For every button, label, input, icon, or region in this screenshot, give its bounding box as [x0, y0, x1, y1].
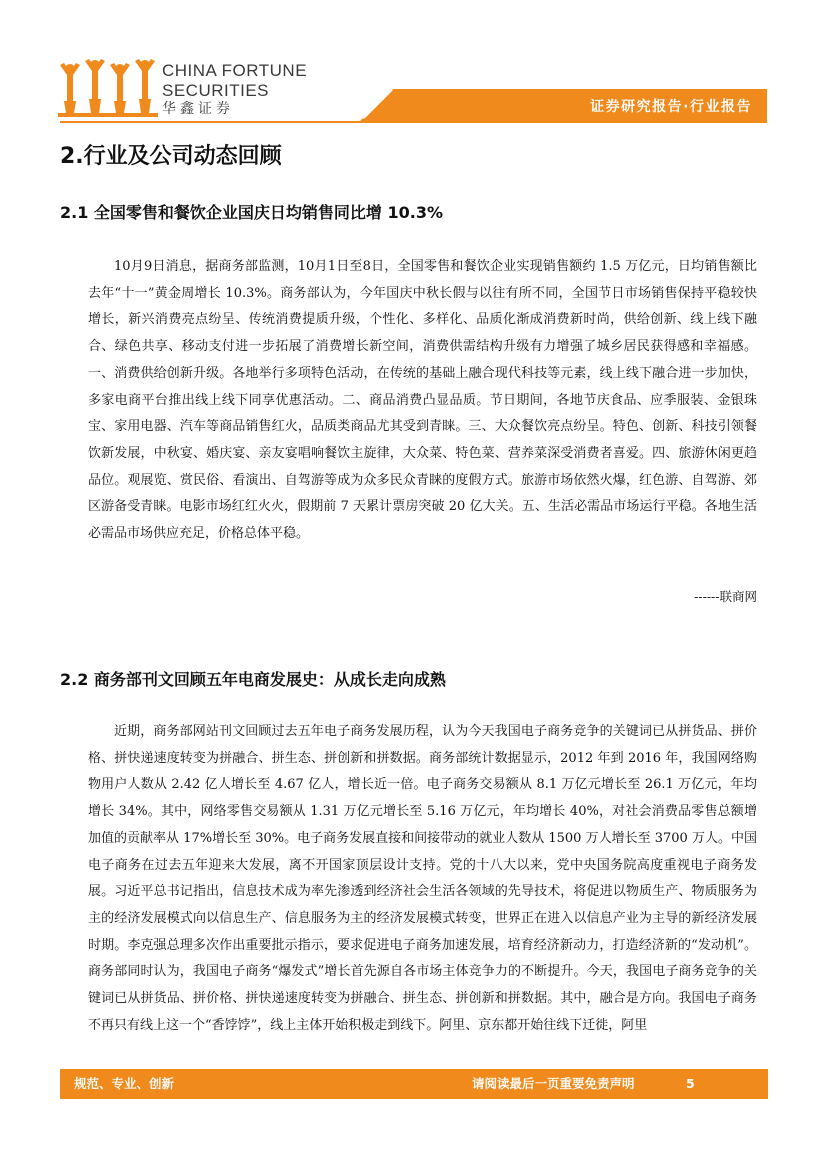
subsection-2-2-body: 近期，商务部网站刊文回顾过去五年电子商务发展历程，认为今天我国电子商务竞争的关键词已从拼货品、拼价格、拼快递速度转变为拼融合、拼生态、拼创新和拼数据。商务部统计数据显示，2012 年到 2016 年，我国网络购物用户人数从 2.42 亿人增长至 4.67 亿人，增长近一倍。电子商务交易额从 8.1 万亿元增长至 26.1 万亿元，年均增长 34%。其中，网络零售交易额从 1.31 万亿元增长至 5.16 万亿元，年均增长 40%，对社会消费品零售总额增加值的贡献率从 17%增长至 30%。电子商务发展直接和间接带动的就业人数从 1500 万人增长至 3700 万人。中国电子商务在过去五年迎来大发展，离不开国家顶层设计支持。党的十八大以来，党中央国务院高度重视电子商务发展。习近平总书记指出，信息技术成为率先渗透到经济社会生活各领域的先导技术，将促进以物质生产、物质服务为主的经济发展模式向以信息生产、信息服务为主的经济发展模式转变，世界正在进入以信息产业为主导的新经济发展时期。李克强总理多次作出重要批示指示，要求促进电子商务加速发展，培育经济新动力，打造经济新的“发动机”。商务部同时认为，我国电子商务“爆发式”增长首先源自各市场主体竞争力的不断提升。今天，我国电子商务竞争的关键词已从拼货品、拼价格、拼快递速度转变为拼融合、拼生态、拼创新和拼数据。其中，融合是方向。我国电子商务不再只有线上这一个“香饽饽”，线上主体开始积极走到线下。阿里、京东都开始往线下迁徙，阿里	[88, 724, 757, 1033]
brand-name-english-line2: SECURITIES	[162, 81, 270, 100]
source-attribution: ------联商网	[694, 589, 757, 604]
subsection-heading-2-2: 2.2 商务部刊文回顾五年电商发展史：从成长走向成熟	[60, 670, 446, 689]
report-type-label: 证券研究报告·行业报告	[590, 99, 752, 115]
disclaimer-notice: 请阅读最后一页重要免责声明	[472, 1076, 635, 1091]
footer-slogan: 规范、专业、创新	[74, 1076, 175, 1091]
subsection-heading-2-1: 2.1 全国零售和餐饮企业国庆日均销售同比增 10.3%	[60, 203, 443, 222]
page-number: 5	[686, 1076, 695, 1091]
section-title: 2.行业及公司动态回顾	[60, 144, 282, 169]
brand-name-chinese: 华鑫证券	[162, 101, 234, 117]
brand-name-english-line1: CHINA FORTUNE	[162, 61, 308, 80]
subsection-2-1-body: 10月9日消息，据商务部监测，10月1日至8日，全国零售和餐饮企业实现销售额约 1.5 万亿元，日均销售额比去年“十一”黄金周增长 10.3%。商务部认为，今年国庆中秋长假与以往有所不同，全国节日市场销售保持平稳较快增长，新兴消费亮点纷呈、传统消费提质升级，个性化、多样化、品质化渐成消费新时尚，供给创新、线上线下融合、绿色共享、移动支付进一步拓展了消费增长新空间，消费供需结构升级有力增强了城乡居民获得感和幸福感。一、消费供给创新升级。各地举行多项特色活动，在传统的基础上融合现代科技等元素，线上线下融合进一步加快，多家电商平台推出线上线下同享优惠活动。二、商品消费凸显品质。节日期间，各地节庆食品、应季服装、金银珠宝、家用电器、汽车等商品销售红火，品质类商品尤其受到青睐。三、大众餐饮亮点纷呈。特色、创新、科技引领餐饮新发展，中秋宴、婚庆宴、亲友宴唱响餐饮主旋律，大众菜、特色菜、营养菜深受消费者喜爱。四、旅游休闲更趋品位。观展览、赏民俗、看演出、自驾游等成为众多民众青睐的度假方式。旅游市场依然火爆，红色游、自驾游、郊区游备受青睐。电影市场红红火火，假期前 7 天累计票房突破 20 亿大关。五、生活必需品市场运行平稳。各地生活必需品市场供应充足，价格总体平稳。	[88, 259, 757, 542]
